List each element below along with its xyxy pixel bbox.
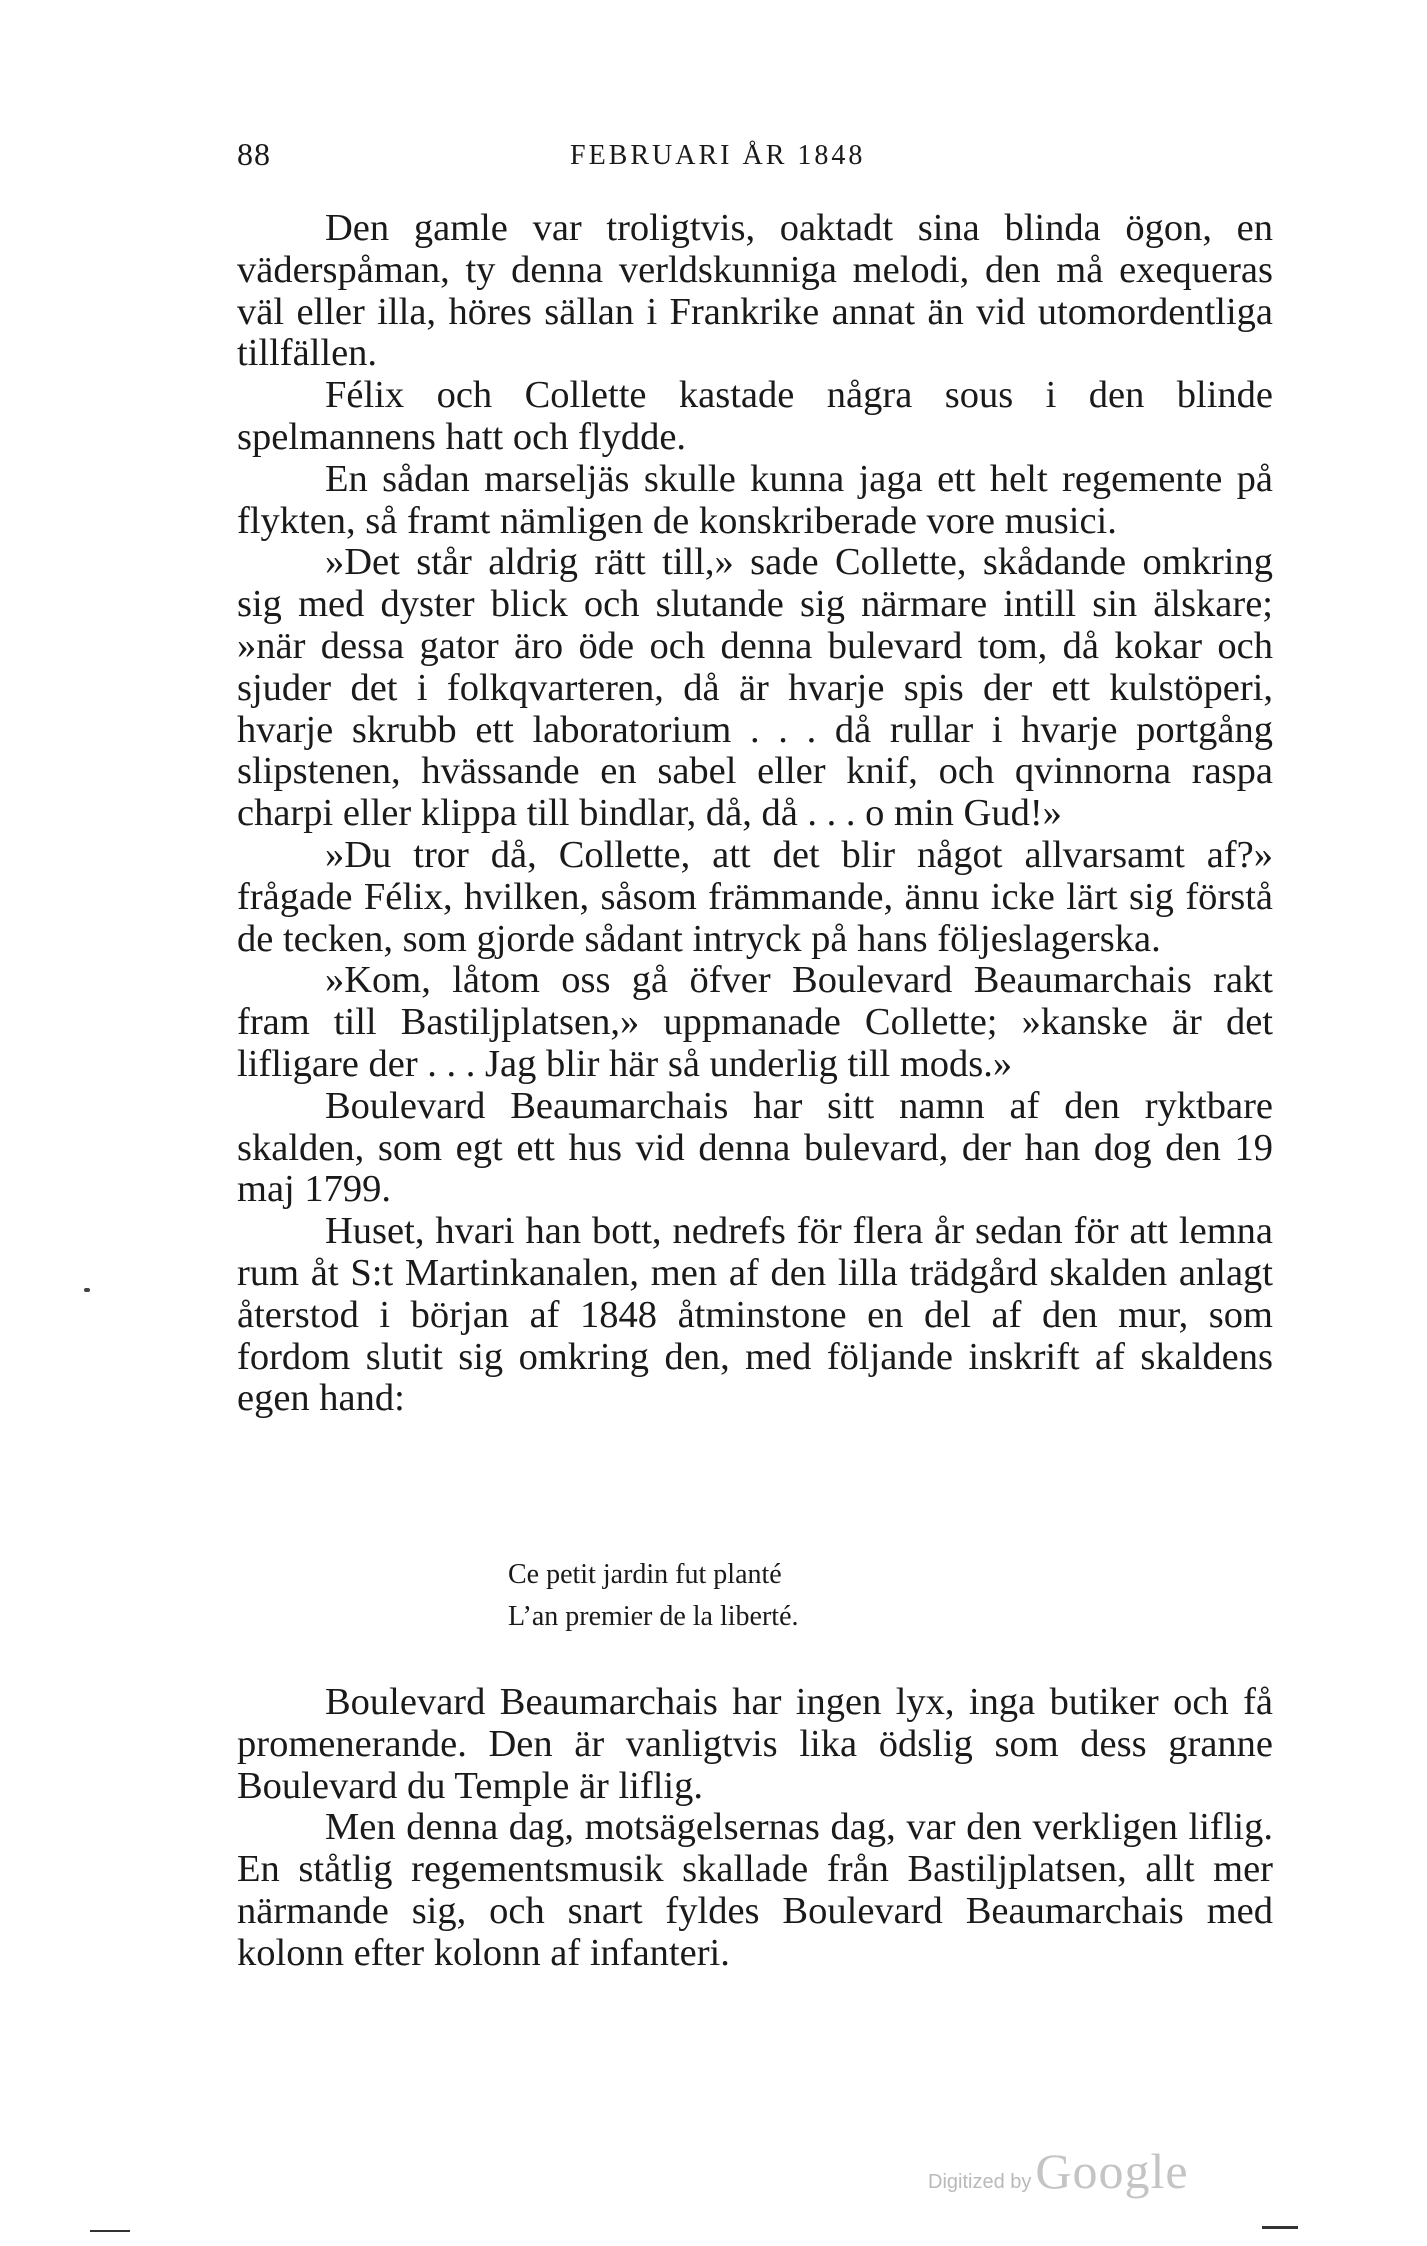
running-head: FEBRUARI ÅR 1848 bbox=[570, 140, 866, 171]
paragraph: »Du tror då, Collette, att det blir något allvarsamt af?» frågade Félix, hvilken, såsom främmande, ännu icke lärt sig förstå de tecken, som gjorde sådant intryck på hans följeslagerska. bbox=[237, 833, 1273, 960]
paragraph: Félix och Collette kastade några sous i den blinde spelmannens hatt och flydde. bbox=[237, 374, 1273, 458]
main-text bbox=[237, 208, 1273, 1420]
watermark-brand: Google bbox=[1035, 2143, 1189, 2199]
paragraph: Huset, hvari han bott, nedrefs för flera år sedan för att lemna rum åt S:t Martinkanalen, men af den lilla trädgård skalden anlagt återstod i början af 1848 åtminstone en del af den mur, som fordom slutit sig omkring den, med följande inskrift af skaldens egen hand: bbox=[237, 1210, 1273, 1420]
scan-mark-right bbox=[1262, 2226, 1298, 2229]
inscription bbox=[508, 1554, 799, 1638]
paragraph: Boulevard Beaumarchais har ingen lyx, inga butiker och få promenerande. Den är vanligtvis lika ödslig som dess granne Boulevard du Temple är liflig. bbox=[237, 1681, 1273, 1807]
inscription-line: Ce petit jardin fut planté bbox=[508, 1559, 782, 1590]
main-text-continued bbox=[237, 1682, 1273, 1975]
inscription-line: L’an premier de la liberté. bbox=[508, 1601, 799, 1632]
watermark-prefix: Digitized by bbox=[928, 2171, 1032, 2193]
paragraph: Men denna dag, motsägelsernas dag, var den verkligen liflig. En ståtlig regementsmusik skallade från Bastiljplatsen, allt mer närmande sig, och snart fyldes Boulevard Beaumarchais med kolonn efter kolonn af infanteri. bbox=[237, 1806, 1273, 1974]
scan-mark-left bbox=[90, 2230, 130, 2232]
paragraph: Den gamle var troligtvis, oaktadt sina blinda ögon, en väderspåman, ty denna verldskunniga melodi, den må exequeras väl eller illa, höres sällan i Frankrike annat än vid utomordentliga tillfällen. bbox=[237, 207, 1273, 375]
scan-speck bbox=[84, 1288, 90, 1292]
paragraph: Boulevard Beaumarchais har sitt namn af den ryktbare skalden, som egt ett hus vid denna bulevard, der han dog den 19 maj 1799. bbox=[237, 1084, 1273, 1211]
page-number: 88 bbox=[237, 136, 271, 172]
digitized-watermark bbox=[928, 2142, 1189, 2200]
paragraph: »Det står aldrig rätt till,» sade Collette, skådande omkring sig med dyster blick och slutande sig närmare intill sin älskare; »när dessa gator äro öde och denna bulevard tom, då kokar och sjuder det i folkqvarteren, då är hvarje spis der ett kulstöperi, hvarje skrubb ett laboratorium . . . då rullar i hvarje portgång slipstenen, hvässande en sabel eller knif, och qvinnorna raspa charpi eller klippa till bindlar, då, då . . . o min Gud!» bbox=[237, 541, 1273, 835]
paragraph: »Kom, låtom oss gå öfver Boulevard Beaumarchais rakt fram till Bastiljplatsen,» uppmanade Collette; »kanske är det lifligare der . . . Jag blir här så underlig till mods.» bbox=[237, 959, 1273, 1085]
paragraph: En sådan marseljäs skulle kunna jaga ett helt regemente på flykten, så framt nämligen de konskriberade vore musici. bbox=[237, 457, 1273, 542]
